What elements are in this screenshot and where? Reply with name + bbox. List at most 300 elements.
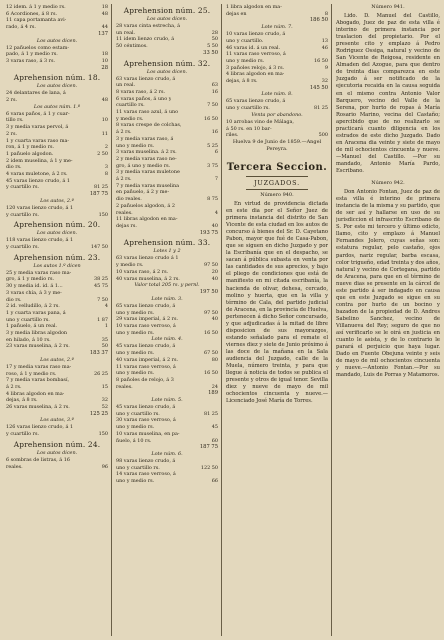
item-value: 4 [214, 209, 218, 216]
section-divider [246, 176, 308, 177]
notice-body: Lido. D. Manuel del Castillo, Abogado, Juez de paz de esta villa é interino de primera instancia por traslacion del propietario. Por el presente cito y emplazo á Pedro Rodriguez Ossiga, natural y vecino de San Vicente de Reigosa, residente en Almaden del Azogue, para que dentro de treinta dias comparezca en este Juzgado á ser notificado de la ejecutoria recaida en la causa seguida en el mismo contra Antonio Valor Barquero, vecino del Valle de la Serena, por hurto de ropas á María Rosario Marino, vecina del Castaño; apercibido que de no realizarlo se practicará cuanto diligencia en los estrados de este dicho Juzgado. Dado en Aracena dia veinte y siete de mayo de mil ochocientos cincuenta y nueve.—Manuel del Castillo. —Por su mandado, Antonio María Pardo, Escribano. [336, 13, 440, 175]
item-text: rado, á 4 rs. [6, 24, 36, 31]
item-text: roso, á 1 y medio rs. [6, 370, 57, 377]
item-text: 2 pañuelos algodon, á 2 [116, 202, 175, 209]
item-text: 11 varas raso verroso, á [116, 363, 176, 370]
ledger-line [226, 45, 328, 52]
lot-total: 197 50 [199, 289, 218, 296]
item-value: 10 [101, 57, 108, 64]
item-text: 8 varas raso, á 2 rs. [116, 88, 166, 95]
ledger-line [116, 223, 218, 230]
ledger-line [6, 205, 108, 212]
ledger-line [116, 404, 218, 411]
ledger-line [6, 323, 108, 330]
ledger-line [6, 184, 108, 191]
lot-subheading: Venta por abandono. [251, 111, 303, 118]
ledger-line [116, 109, 218, 116]
item-text: ron, á 1 y medio rs. [6, 144, 55, 151]
item-text: uno y cuartillo rs. [226, 105, 270, 112]
ledger-line [116, 203, 218, 210]
item-value: 52 [101, 404, 108, 411]
item-value: 122 50 [200, 464, 218, 471]
item-value: 9 [324, 64, 328, 71]
item-text: 4 libras algodon en ma- [226, 71, 285, 78]
item-text: uno y medio rs. [116, 424, 155, 431]
item-text: 29 varas imperial, á 2 rs. [116, 316, 179, 323]
item-value: 50 [211, 36, 218, 43]
lot-subheading: Lote núm. 6. [151, 450, 183, 457]
item-value: 7 50 [97, 296, 108, 303]
ledger-line [116, 30, 218, 37]
ledger-line [226, 65, 328, 72]
ledger-line [6, 330, 108, 337]
item-value: 20 [211, 268, 218, 275]
ledger-line [116, 417, 218, 424]
ledger-line [116, 370, 218, 377]
item-value: 3 75 [207, 162, 218, 169]
ledger-line [6, 364, 108, 371]
aprehension-heading: Aprehension núm. 23. [13, 252, 101, 262]
ledger-line [116, 189, 218, 196]
item-text: 2 id. velludillo, á 2 rs. [6, 303, 60, 310]
item-text: y cuartillo rs. [6, 243, 40, 250]
item-text: reales. [116, 383, 133, 390]
lot-subheading: Los autos 1.º dicen [33, 262, 81, 269]
ledger-line [116, 76, 218, 83]
item-text: riles. [226, 132, 239, 139]
item-value: 32 [321, 78, 328, 85]
ledger-line [6, 343, 108, 350]
item-text: 10 varas raso verroso, á [116, 323, 176, 330]
ledger-line [226, 58, 328, 65]
item-text: en pañuelo, á 2 y me- [116, 189, 170, 196]
notice-number: Número 940. [260, 191, 294, 198]
ledger-line [116, 169, 218, 176]
item-value: 147 50 [90, 243, 108, 250]
ledger-line [116, 411, 218, 418]
item-text: ñuelo, á 10 rs. [116, 437, 152, 444]
ledger-line [116, 471, 218, 478]
ledger-line [226, 105, 328, 112]
item-text: 26 varas muselina, á 2 rs. [6, 404, 70, 411]
item-value: 8 75 [207, 196, 218, 203]
item-text: 12 pañuelos como estam- [6, 44, 69, 51]
ledger-line [116, 310, 218, 317]
ledger-line [6, 317, 108, 324]
ledger-line [6, 51, 108, 58]
item-text: uno y medio rs. [116, 329, 155, 336]
item-text: 8 pañoles de relojo, á 3 [116, 376, 174, 383]
item-value: 45 [211, 424, 218, 431]
item-text: 1 libra algodon en ma- [226, 4, 282, 10]
column-rule [331, 4, 332, 636]
ledger-line [226, 51, 328, 58]
item-value: 16 50 [203, 370, 218, 377]
item-value: 60 [211, 437, 218, 444]
ledger-line [116, 465, 218, 472]
ledger-line [116, 149, 218, 156]
ledger-line [6, 58, 108, 65]
ledger-line [6, 283, 108, 290]
column-2 [116, 4, 218, 636]
item-text: gro, á uno y medio rs. [116, 162, 171, 169]
lot-subheading: Los autos dicen. [36, 449, 78, 456]
notice-body: En virtud de providencia dictada en este dia por el Señor Juez de primera instancia del distrito de San Vicente de esta ciudad en los autos de concurso á bienes del Sr. D. Cayetano Pabon, mayor que fué de Casa-Pabon, que se siguen en dicho Juzgado y por la Escribanía que en el despacho, se sacan á pública subasta en venta por las cantidades de sus aprecios, y bajo el pliego de condiciones que está de manifiesto en mi citada escribanía, la hacienda de olivar, dehesa, cercado, molino y huerta, que en la villa y término de Cala, del partido judicial de Aracena, en la provincia de Huelva, pertenecen á dicho Señor concursado, y que adjudicadas á la mitad de libre disposicion de sus mayorazgos, estando señalado para el remate el viernes diez y siete de Junio próximo á las doce de la mañana en la Sala audiencia del Juzgado, calle de la Muela, número treinta, y para que llegue á noticia de todos se publica el presente y otros de igual tenor. Sevilla diez y nueve de mayo de mil ochocientos cincuenta y nueve.—Licenciado José María de Torres. [226, 200, 328, 405]
column-4 [336, 4, 440, 636]
item-text: 6 sombras de listras, á 16 [6, 456, 70, 463]
item-value: 500 [318, 132, 328, 139]
item-text: 3 y media libras algodon [6, 330, 68, 337]
item-value: 150 [98, 431, 108, 438]
column-3 [226, 4, 328, 636]
item-text: 6 varas paños, á uno y [116, 95, 172, 102]
item-text: reales. [116, 209, 133, 216]
ledger-line [6, 457, 108, 464]
ledger-line [116, 210, 218, 217]
item-value: 8 [104, 171, 108, 178]
ledger-line [116, 255, 218, 262]
item-text: uno y medio rs. [116, 309, 155, 316]
ledger-line [6, 404, 108, 411]
ledger-line [116, 136, 218, 143]
lot-subheading: Los autos núm. 1.º [33, 103, 81, 110]
item-value: 81 25 [313, 105, 328, 112]
item-text: 10 varas raso, á 2 rs. [116, 268, 169, 275]
item-text: 40 varas muselina, á 2 rs. [116, 275, 180, 282]
item-value: 7 50 [207, 102, 218, 109]
ledger-line [116, 316, 218, 323]
item-text: 126 varas lienzo crudo, á 1 [6, 424, 74, 431]
item-text: dio rs. [6, 296, 22, 303]
item-value: 48 [101, 10, 108, 17]
ledger-line [116, 176, 218, 183]
item-text: 11 varas raso verroso, á [226, 51, 286, 58]
ledger-line [226, 98, 328, 105]
item-value: 8 [324, 10, 328, 17]
ledger-line [6, 397, 108, 404]
item-text: dejas, á 8 rs. [226, 78, 258, 85]
ledger-line [6, 303, 108, 310]
item-value: 97 50 [203, 309, 218, 316]
item-text: y cuartillo rs. [6, 431, 40, 438]
ledger-line [116, 183, 218, 190]
item-text: 2 idem muselina, á 1 y me- [6, 157, 73, 164]
item-text: y cuartillo rs. [6, 184, 40, 191]
item-text: 11 capa portamanta avi- [6, 17, 67, 24]
column-rule [221, 4, 222, 636]
aprehension-heading: Aprehension núm. 24. [13, 439, 101, 449]
ledger-line [116, 129, 218, 136]
ledger-line [116, 82, 218, 89]
ledger-line [116, 377, 218, 384]
ledger-line [116, 89, 218, 96]
item-text: un real. [116, 82, 136, 89]
item-text: 17 y media varas raso ma- [6, 363, 72, 370]
item-value: 38 25 [93, 276, 108, 283]
ledger-line [116, 163, 218, 170]
item-value: 16 50 [313, 57, 328, 64]
ledger-line [6, 310, 108, 317]
ledger-line [226, 31, 328, 38]
item-value: 81 25 [93, 184, 108, 191]
item-text: uno y medio rs. [226, 57, 265, 64]
item-value: 40 [211, 316, 218, 323]
item-value: 28 [211, 29, 218, 36]
item-text: dejas, á 8 rs. [6, 397, 38, 404]
item-text: 120 varas lienzo crudo, á 1 [6, 204, 74, 211]
ledger-line [6, 97, 108, 104]
lot-total: 137 [98, 30, 108, 37]
item-text: 3 pañoles relojo, á 3 rs. [226, 64, 285, 71]
ledger-line [116, 143, 218, 150]
ledger-line [116, 96, 218, 103]
item-text: 30 y media id. id. á 1... [6, 283, 63, 290]
item-value: 46 [321, 44, 328, 51]
item-text: 10 varas muselina, en pa- [116, 430, 180, 437]
ledger-line [6, 151, 108, 158]
item-value: 13 [321, 37, 328, 44]
ledger-line [116, 438, 218, 445]
ledger-line [116, 303, 218, 310]
item-value: 10 [101, 117, 108, 124]
item-text: en hilado, á 10 rs. [6, 336, 51, 343]
item-text: 11 idem lienzo crudo, á [116, 36, 175, 43]
item-text: dio rs. [6, 164, 22, 171]
item-text: 3 varas chía, á 3 y me- [6, 289, 62, 296]
item-value: 18 [101, 51, 108, 58]
item-text: uno y cuartillo. [226, 37, 264, 44]
aprehension-heading: Aprehension núm. 32. [123, 58, 211, 68]
item-value: 5 50 [207, 43, 218, 50]
ledger-line [6, 464, 108, 471]
lot-total: 125 25 [89, 410, 108, 417]
item-value: 2 50 [97, 150, 108, 157]
item-value: 35 [101, 336, 108, 343]
lot-subheading: Los autos dicen. [36, 230, 78, 237]
aprehension-heading: Aprehension núm. 33. [123, 238, 211, 248]
item-value: 48 [101, 97, 108, 104]
ledger-line [116, 323, 218, 330]
item-text: 10 arrobas vino de Málaga, [226, 118, 294, 125]
item-text: 45 varas lienzo crudo, á [116, 404, 176, 411]
ledger-line [6, 117, 108, 124]
item-value: 80 [211, 356, 218, 363]
lot-subheading: Los autos dicen. [36, 37, 78, 44]
lot-subheading: Lote núm. 5. [151, 397, 183, 404]
ledger-line [6, 244, 108, 251]
lot-total: 193 75 [199, 229, 218, 236]
ledger-line [116, 431, 218, 438]
item-text: y medio rs. [116, 262, 144, 269]
lot-subheading: Los autos, 2.º [40, 356, 74, 363]
section-subtitle: JUZGADOS. [254, 178, 300, 187]
lot-subheading: Los autos, 2.º [40, 197, 74, 204]
ledger-line [116, 269, 218, 276]
ledger-line [226, 4, 328, 11]
ledger-line [6, 297, 108, 304]
item-text: dejas en [226, 10, 247, 17]
ledger-line [116, 343, 218, 350]
item-value: 150 [98, 211, 108, 218]
ledger-line [116, 116, 218, 123]
ledger-line [6, 124, 108, 131]
ledger-line [6, 337, 108, 344]
item-text: 25 y media varas raso ma- [6, 269, 72, 276]
item-text: á 2 rs. [116, 176, 132, 183]
ledger-line [116, 364, 218, 371]
item-text: á 50 rs. en 10 bar- [226, 125, 272, 132]
item-text: 1 y cuarta varas pana, á [6, 309, 66, 316]
ledger-line [226, 119, 328, 126]
item-text: 2 rs. [6, 130, 18, 137]
ledger-line [116, 216, 218, 223]
ledger-line [116, 276, 218, 283]
ledger-line [116, 262, 218, 269]
lot-total: 187 75 [89, 191, 108, 198]
lot-subheading: Los autos dicen. [36, 83, 78, 90]
item-text: uno y medio rs. [116, 370, 155, 377]
item-value: 16 50 [203, 329, 218, 336]
ledger-line [116, 424, 218, 431]
notice-body: Don Antonio Fontan, Juez de paz de esta villa é interino de primera instancia de la misma y su partido, que de ser así y hallarse en uso de su jurisdiccion el infrascrito Escribano de S. Por este mi tercero y último edicto, llamo, cito y emplazo á Manuel Fernandes Jolero, cuyas señas son: estatura regular, pelo castaño, ojos pardos, nariz regular, barba escasa, color trigueño, edad treinta y dos años, natural y vecino de Cortegana, partido de Aracena, para que en el término de nueve dias se presente en la cárcel de este partido á ser indagado en causa que en este Juzgado se sigue en su contra por hurto de un bocino y bazadon de la propiedad de D. Andres Sabelino Sanchez, vecino de Villanueva del Rey; seguro de que no así verificarlo se le oirá en justicia en cuanto le asista, y de lo contrario le parará el perjuicio que haya lugar. Dado en Fuente Obejuna veinte y seis de mayo de mil ochocientos cincuenta y nueve.—Antonio Fontan.—Por su mandado, Luis de Porras y Matamoros. [336, 189, 440, 379]
ledger-line [116, 23, 218, 30]
item-text: 63 varas lienzo crudo á 1 [116, 255, 179, 262]
item-text: 98 varas lienzo crudo, á [116, 457, 176, 464]
item-value: 96 [101, 463, 108, 470]
ledger-line [6, 424, 108, 431]
notice-number: Número 942. [371, 180, 405, 187]
item-value: 3 [104, 164, 108, 171]
ledger-line [116, 36, 218, 43]
ledger-line [6, 90, 108, 97]
item-text: 1 pañuelo, á un real. [6, 323, 58, 330]
item-text: uno y cuartillo rs. [116, 464, 160, 471]
item-value: 16 [211, 129, 218, 136]
ledger-line [116, 350, 218, 357]
item-value: 45 75 [93, 283, 108, 290]
item-value: 1 87 [97, 316, 108, 323]
lot-subheading: Lote núm. 8. [261, 91, 293, 98]
ledger-line [6, 270, 108, 277]
item-value: 1 [104, 323, 108, 330]
item-text: pado, á 1 y medio rs. [6, 51, 58, 58]
item-text: 3 y media varas raso, á [116, 135, 174, 142]
ledger-line [116, 458, 218, 465]
ledger-line [6, 377, 108, 384]
lot-subheading: Los autos dicen. [146, 68, 188, 75]
item-text: 1 pañuelo algodon. [6, 150, 54, 157]
ledger-line [6, 384, 108, 391]
item-text: 10 varas lienzo crudo, á [226, 31, 286, 38]
lot-subheading: Los autos, 3.º [40, 417, 74, 424]
item-value: 50 [101, 343, 108, 350]
lot-total: 28 [101, 64, 108, 71]
item-text: 6 Acordiones, á 8 rs. [6, 10, 58, 17]
item-text: un real. [116, 29, 136, 36]
item-text: dio reales. [116, 196, 142, 203]
item-value: 11 [101, 130, 108, 137]
item-text: 4 libras algodon en ma- [6, 390, 65, 397]
item-text: 1 y cuarta varas raso ma- [6, 137, 70, 144]
item-text: 50 céntimos. [116, 43, 148, 50]
item-text: 7 y media varas bombasí, [6, 377, 70, 384]
item-text: 24 delantares de lana, á [6, 90, 66, 97]
item-text: 8 varas crespe de colchas, [116, 122, 182, 129]
item-value: 15 [101, 383, 108, 390]
item-text: 45 varas lienzo crudo, á [116, 343, 176, 350]
ledger-line [6, 144, 108, 151]
ledger-line [6, 164, 108, 171]
ledger-line [116, 122, 218, 129]
item-value: 81 25 [203, 410, 218, 417]
ledger-line [6, 276, 108, 283]
ledger-line [6, 178, 108, 185]
item-text: uno y medio rs. [116, 350, 155, 357]
item-value: 2 [104, 144, 108, 151]
item-text: 40 varas imperial, á 2 rs. [116, 356, 179, 363]
item-text: cuartillo rs. [116, 102, 145, 109]
ledger-line [6, 371, 108, 378]
item-text: 12 idem. á 1 y medio rs. [6, 4, 66, 10]
lot-total: 187 75 [199, 444, 218, 451]
item-text: 11 varas raso azul, á uno [116, 109, 179, 116]
ledger-line [6, 171, 108, 178]
item-text: y medio rs. [116, 115, 144, 122]
aprehension-heading: Aprehension núm. 18. [13, 73, 101, 83]
item-value: 40 [211, 222, 218, 229]
lot-subheading: Lote núm. 3. [151, 295, 183, 302]
notice-number: Número 941. [371, 4, 405, 10]
item-value: 97 50 [203, 262, 218, 269]
item-value: 67 50 [203, 350, 218, 357]
ledger-line [116, 102, 218, 109]
item-text: 3 varas raso, á 3 rs. [6, 57, 56, 64]
lot-total: 186 50 [309, 17, 328, 24]
ledger-line [6, 138, 108, 145]
item-text: uno y medio rs. [116, 142, 155, 149]
lot-total: 145 50 [309, 84, 328, 91]
item-text: 14 varas raso verroso, á [116, 471, 176, 478]
item-text: 3 varas muselina. á 2 rs. [116, 149, 177, 156]
item-text: uno y cuartillo rs. [6, 316, 50, 323]
item-value: 66 [211, 478, 218, 485]
ledger-line [116, 43, 218, 50]
aprehension-heading: Aprehension núm. 20. [13, 220, 101, 230]
section-divider [246, 189, 308, 190]
lot-subheading: Lotes 1 y 2 [153, 248, 181, 255]
ledger-line [226, 71, 328, 78]
item-text: 30 varas raso verroso, á [116, 417, 176, 424]
item-value: 24 [211, 383, 218, 390]
lot-subheading: Lote núm. 4. [151, 336, 183, 343]
ledger-line [116, 196, 218, 203]
item-text: 7 y media varas muselina [116, 182, 180, 189]
item-text: uno y cuartillo rs. [116, 410, 160, 417]
item-text: á 2 rs. [6, 383, 22, 390]
item-value: 7 [214, 176, 218, 183]
item-text: reales. [6, 463, 23, 470]
item-value: 44 [101, 24, 108, 31]
item-value: 6 [214, 149, 218, 156]
ledger-line [226, 11, 328, 18]
lot-subheading: Valor total 205 rs. y pernl. [134, 282, 200, 289]
ledger-line [6, 24, 108, 31]
item-text: 11 libras algodon en ma- [116, 216, 178, 223]
item-text: dejas rs. [116, 222, 137, 229]
ledger-line [116, 384, 218, 391]
lot-subheading: Los autos dicen. [146, 16, 188, 22]
item-text: 2 y media varas raso ne- [116, 155, 177, 162]
